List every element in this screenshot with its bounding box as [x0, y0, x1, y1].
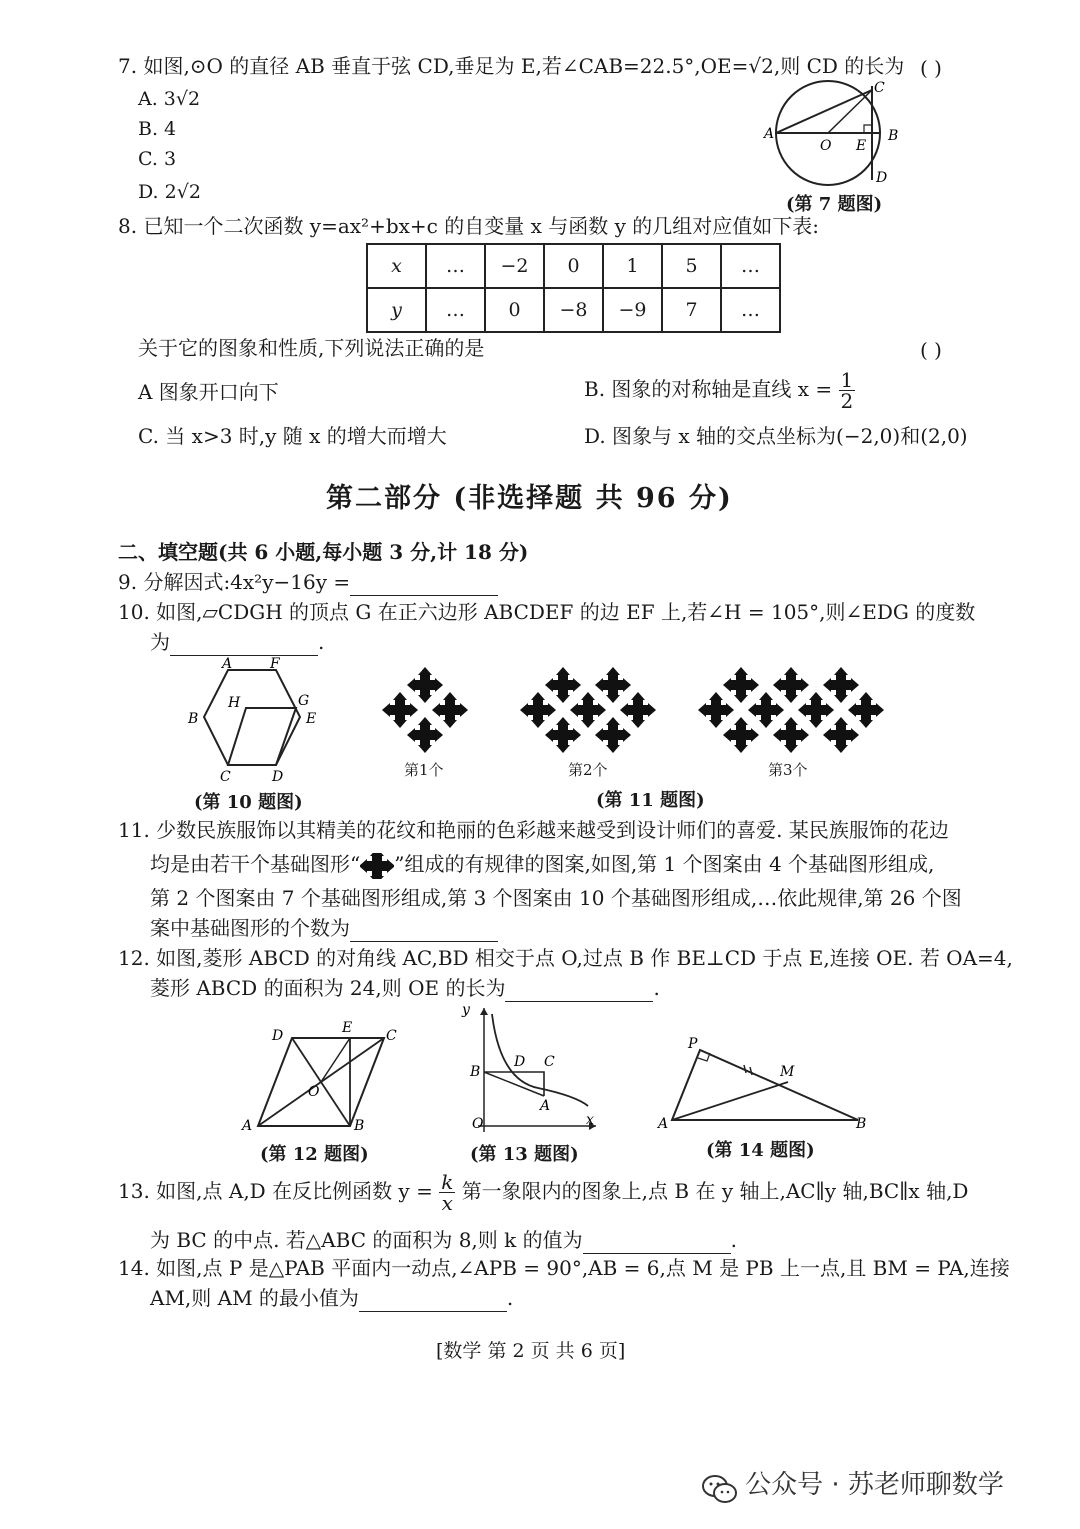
q10-line2-text: 为 — [150, 630, 170, 654]
q13-label-y: y — [462, 1002, 470, 1018]
q8-table-row-y — [367, 288, 780, 332]
q10-label-c: C — [220, 769, 231, 785]
q7-label-c: C — [874, 80, 885, 96]
q11-line4 — [150, 914, 498, 942]
q9-answer-blank[interactable] — [350, 573, 498, 596]
q14-line2 — [150, 1284, 513, 1312]
q14-triangle-figure — [652, 1034, 876, 1134]
q10-label-a: A — [222, 656, 233, 672]
q13-line1-start: 13. 如图,点 A,D 在反比例函数 y = — [118, 1179, 433, 1203]
q11-line1: 11. 少数民族服饰以其精美的花纹和艳丽的色彩越来越受到设计师们的喜爱. 某民族服饰的花边 — [118, 818, 949, 842]
q13-label-o: O — [472, 1116, 484, 1132]
q14-label-p: P — [688, 1036, 698, 1052]
table-cell: 1 — [603, 244, 662, 288]
q11-line2-end: ”组成的有规律的图案,如图,第 1 个图案由 4 个基础图形组成, — [394, 852, 935, 876]
q7-label-o: O — [820, 138, 832, 154]
q13-fraction: $\frac{k}{x}$ — [441, 1170, 454, 1215]
q7-stem: 7. 如图,⊙O 的直径 AB 垂直于弦 CD,垂足为 E,若∠CAB=22.5°,OE=√2,则 CD 的长为 — [118, 54, 905, 78]
q8-value-table — [366, 243, 781, 333]
q9-stem — [118, 568, 498, 596]
q13-label-b: B — [470, 1064, 481, 1080]
q10-figure-caption: (第 10 题图) — [194, 792, 303, 813]
q8-option-c: C. 当 x>3 时,y 随 x 的增大而增大 — [138, 424, 447, 448]
q9-text: 9. 分解因式:4x²y−16y = — [118, 570, 351, 594]
q12-label-e: E — [342, 1020, 353, 1036]
q14-line2-end: . — [506, 1286, 514, 1310]
q8-option-b-text: B. 图象的对称轴是直线 x = — [584, 377, 833, 401]
q8-table-row-x — [367, 244, 780, 288]
q12-line2-end: . — [653, 976, 660, 1000]
q10-line2-end: . — [318, 630, 325, 654]
part2-title: 第二部分 (非选择题 共 96 分) — [326, 483, 733, 514]
q7-label-a: A — [764, 126, 775, 142]
q13-line2-end: . — [730, 1228, 737, 1252]
q11-pattern-1 — [380, 665, 470, 755]
q11-line2-start: 均是由若干个基础图形“ — [150, 852, 361, 876]
q7-figure-caption: (第 7 题图) — [786, 194, 883, 215]
q13-line1-end: 第一象限内的图象上,点 B 在 y 轴上,AC∥y 轴,BC∥x 轴,D — [461, 1179, 969, 1203]
q10-line2 — [150, 628, 324, 656]
q7-answer-paren: ( ) — [920, 56, 942, 80]
q12-line2-text: 菱形 ABCD 的面积为 24,则 OE 的长为 — [150, 976, 506, 1000]
q7-option-a: A. 3√2 — [138, 88, 201, 110]
table-cell: 7 — [662, 288, 721, 332]
q13-label-c: C — [544, 1054, 555, 1070]
q14-line2-text: AM,则 AM 的最小值为 — [150, 1286, 359, 1310]
q8-option-d: D. 图象与 x 轴的交点坐标为(−2,0)和(2,0) — [584, 424, 968, 448]
q13-label-x: x — [586, 1112, 594, 1128]
q7-circle-figure — [760, 78, 920, 188]
q13-label-d: D — [514, 1054, 526, 1070]
q13-figure-caption: (第 13 题图) — [470, 1144, 579, 1165]
q7-option-c: C. 3 — [138, 148, 177, 170]
q14-answer-blank[interactable] — [359, 1289, 507, 1312]
q13-answer-blank[interactable] — [583, 1231, 731, 1254]
table-cell: −9 — [603, 288, 662, 332]
q14-label-a: A — [658, 1116, 669, 1132]
watermark — [700, 1464, 1060, 1504]
table-cell: 5 — [662, 244, 721, 288]
q13-line2-text: 为 BC 的中点. 若△ABC 的面积为 8,则 k 的值为 — [150, 1228, 583, 1252]
q12-rhombus-figure — [238, 1018, 408, 1136]
q7-label-b: B — [888, 128, 899, 144]
q7-option-d: D. 2√2 — [138, 181, 201, 203]
q12-label-d: D — [272, 1028, 284, 1044]
q11-motif-icon — [360, 853, 394, 879]
q12-line2 — [150, 974, 660, 1002]
q8-answer-paren: ( ) — [920, 338, 942, 362]
q7-label-e: E — [856, 138, 867, 154]
q11-line3: 第 2 个图案由 7 个基础图形组成,第 3 个图案由 10 个基础图形组成,…依此规律,第 26 个图 — [150, 886, 962, 910]
table-cell: −2 — [485, 244, 544, 288]
table-cell: y — [367, 288, 426, 332]
q11-pattern-3 — [696, 665, 886, 755]
q8-option-b — [584, 370, 855, 411]
q7-label-d: D — [876, 170, 888, 186]
q11-pattern-2-label: 第2个 — [568, 761, 608, 779]
q13-label-a: A — [540, 1098, 551, 1114]
q14-label-m: M — [780, 1064, 795, 1080]
table-cell: −8 — [544, 288, 603, 332]
q10-label-d: D — [272, 769, 284, 785]
q12-line1: 12. 如图,菱形 ABCD 的对角线 AC,BD 相交于点 O,过点 B 作 BE⊥CD 于点 E,连接 OE. 若 OA=4, — [118, 946, 1013, 970]
table-cell: … — [426, 244, 485, 288]
q13-line2 — [150, 1226, 737, 1254]
q14-line1: 14. 如图,点 P 是△PAB 平面内一动点,∠APB = 90°,AB = 6,点 M 是 PB 上一点,且 BM = PA,连接 — [118, 1256, 1010, 1280]
q12-figure-caption: (第 12 题图) — [260, 1144, 369, 1165]
q8-option-b-fraction: $\frac{1}{2}$ — [840, 368, 854, 413]
table-cell: 0 — [544, 244, 603, 288]
q12-label-b: B — [354, 1118, 365, 1134]
table-cell: … — [721, 244, 780, 288]
q13-hyperbola-figure — [456, 1000, 606, 1136]
q14-label-b: B — [856, 1116, 867, 1132]
watermark-text: 公众号 · 苏老师聊数学 — [745, 1470, 1004, 1500]
q10-answer-blank[interactable] — [170, 633, 318, 656]
wechat-icon — [700, 1472, 740, 1506]
q10-label-f: F — [270, 656, 280, 672]
q10-hexagon-figure — [180, 655, 330, 785]
q14-figure-caption: (第 14 题图) — [706, 1140, 815, 1161]
q11-line2 — [150, 850, 934, 879]
q10-label-e: E — [306, 711, 317, 727]
q12-label-c: C — [386, 1028, 397, 1044]
table-cell: x — [367, 244, 426, 288]
q8-option-a: A 图象开口向下 — [138, 380, 279, 404]
q11-answer-blank[interactable] — [350, 919, 498, 942]
q8-stem: 8. 已知一个二次函数 y=ax²+bx+c 的自变量 x 与函数 y 的几组对应值如下表: — [118, 214, 819, 238]
q10-label-b: B — [188, 711, 199, 727]
q10-label-g: G — [298, 693, 310, 709]
q11-pattern-3-label: 第3个 — [768, 761, 808, 779]
q12-answer-blank[interactable] — [505, 979, 653, 1002]
q10-line1: 10. 如图,▱CDGH 的顶点 G 在正六边形 ABCDEF 的边 EF 上,若∠H = 105°,则∠EDG 的度数 — [118, 600, 976, 624]
q11-figure-caption: (第 11 题图) — [596, 790, 705, 811]
q8-question: 关于它的图象和性质,下列说法正确的是 — [138, 336, 485, 360]
page-footer: [数学 第 2 页 共 6 页] — [436, 1340, 626, 1362]
section2-heading: 二、填空题(共 6 小题,每小题 3 分,计 18 分) — [118, 540, 529, 564]
q11-pattern-2 — [518, 665, 658, 755]
q12-label-o: O — [308, 1084, 320, 1100]
table-cell: … — [426, 288, 485, 332]
q11-line4-text: 案中基础图形的个数为 — [150, 916, 350, 940]
table-cell: … — [721, 288, 780, 332]
table-cell: 0 — [485, 288, 544, 332]
q13-line1 — [118, 1172, 968, 1213]
q11-pattern-1-label: 第1个 — [404, 761, 444, 779]
q12-label-a: A — [242, 1118, 253, 1134]
q7-option-b: B. 4 — [138, 118, 177, 140]
q10-label-h: H — [228, 695, 241, 711]
